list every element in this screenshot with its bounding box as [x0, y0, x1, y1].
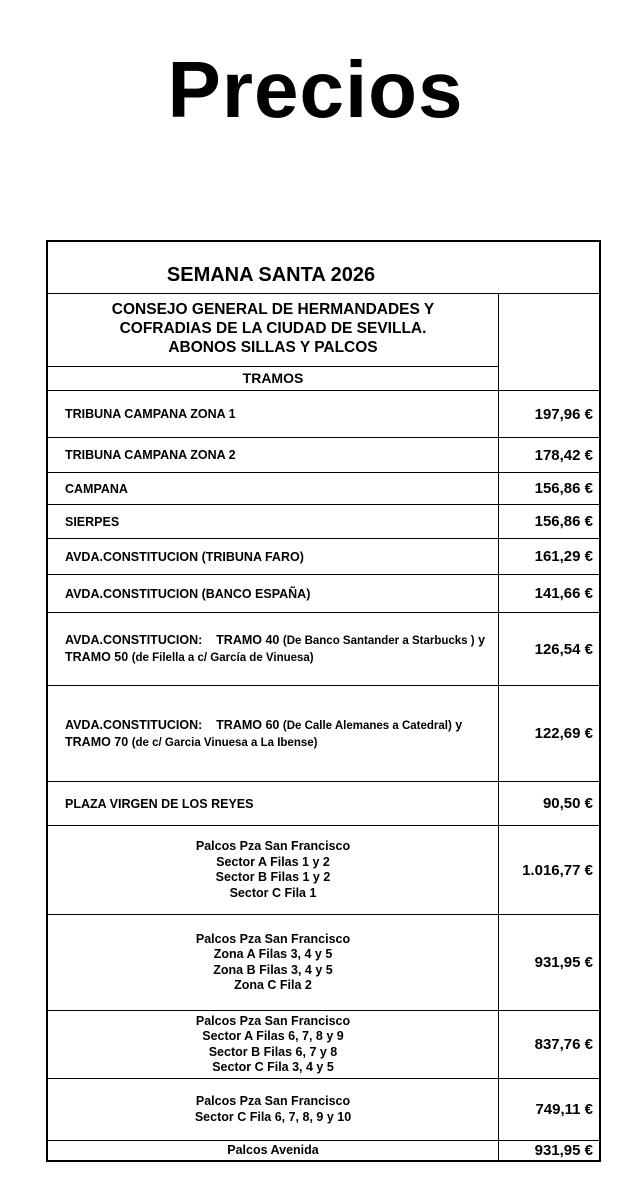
price-value: 90,50 € — [542, 795, 593, 812]
palco-name — [48, 1141, 499, 1160]
tramo-name: TRIBUNA CAMPANA ZONA 2 — [48, 438, 499, 472]
price-value: 931,95 € — [534, 954, 593, 971]
palco-name — [48, 1011, 499, 1078]
price-row — [48, 472, 599, 504]
price-value: 178,42 € — [534, 446, 593, 464]
palco-row — [48, 914, 599, 1010]
palco-line: Sector A Filas 6, 7, 8 y 9 — [202, 1029, 344, 1043]
org-line: COFRADIAS DE LA CIUDAD DE SEVILLA. — [119, 320, 427, 337]
tramo-label: TRAMO 40 — [216, 633, 280, 647]
palco-name — [48, 1079, 499, 1140]
palco-line: Zona B Filas 3, 4 y 5 — [213, 962, 333, 977]
tramo-name: TRIBUNA CAMPANA ZONA 1 — [48, 391, 499, 437]
price-value: 122,69 € — [534, 725, 593, 742]
palco-line: Sector C Fila 3, 4 y 5 — [212, 1060, 334, 1074]
palco-name — [48, 826, 499, 914]
price-value: 931,95 € — [534, 1142, 593, 1159]
tramo-prefix: AVDA.CONSTITUCION: — [65, 717, 203, 732]
price-value: 161,29 € — [534, 548, 593, 565]
price-row — [48, 685, 599, 781]
palco-name — [48, 915, 499, 1010]
palco-row — [48, 1010, 599, 1078]
palco-row — [48, 1140, 599, 1160]
price-value: 156,86 € — [534, 480, 593, 497]
palco-line: Palcos Pza San Francisco — [195, 1013, 351, 1028]
palco-line: Sector B Filas 1 y 2 — [215, 870, 331, 884]
price-table — [46, 240, 601, 1162]
tramo-label: TRAMO 50 — [65, 650, 129, 664]
tramo-label: TRAMO 70 — [65, 734, 129, 749]
palco-line: Palcos Pza San Francisco — [195, 1094, 351, 1108]
price-value: 749,11 € — [535, 1101, 593, 1118]
price-value: 126,54 € — [534, 640, 593, 658]
page-title: Precios — [167, 45, 464, 134]
tramo-join: y — [478, 633, 486, 647]
table-title: SEMANA SANTA 2026 — [166, 264, 376, 286]
organization-header — [48, 294, 499, 390]
price-row — [48, 504, 599, 538]
tramo-name: AVDA.CONSTITUCION (BANCO ESPAÑA) — [48, 575, 499, 612]
organization-name — [48, 300, 498, 357]
price-header-cell — [499, 294, 599, 390]
palco-line: Zona C Fila 2 — [234, 978, 312, 992]
tramo-join: y — [455, 717, 463, 732]
tramo-label: TRAMO 60 — [216, 717, 280, 732]
price-value: 1.016,77 € — [522, 861, 593, 879]
price-value: 156,86 € — [534, 513, 593, 530]
org-line: ABONOS SILLAS Y PALCOS — [168, 339, 378, 356]
price-row — [48, 390, 599, 437]
palco-line: Sector C Fila 1 — [229, 885, 317, 900]
tramo-description: (de c/ Garcia Vinuesa a La Ibense) — [131, 736, 318, 749]
tramo-description: (de Filella a c/ García de Vinuesa) — [131, 652, 314, 664]
price-value: 197,96 € — [534, 405, 593, 423]
tramo-name — [48, 613, 499, 685]
palco-line: Palcos Pza San Francisco — [195, 839, 351, 853]
price-row — [48, 538, 599, 574]
palco-line: Zona A Filas 3, 4 y 5 — [213, 947, 333, 961]
palco-row — [48, 825, 599, 914]
tramo-prefix: AVDA.CONSTITUCION: — [65, 633, 203, 647]
tramo-name: AVDA.CONSTITUCION (TRIBUNA FARO) — [48, 539, 499, 574]
tramo-name: PLAZA VIRGEN DE LOS REYES — [48, 782, 499, 825]
tramos-header: TRAMOS — [48, 366, 498, 390]
tramo-name: SIERPES — [48, 505, 499, 538]
price-value: 141,66 € — [534, 585, 593, 602]
price-value: 837,76 € — [534, 1036, 593, 1053]
tramo-description: (De Calle Alemanes a Catedral) — [282, 719, 452, 732]
tramo-name — [48, 686, 499, 781]
org-line: CONSEJO GENERAL DE HERMANDADES Y — [111, 301, 435, 318]
tramo-name: CAMPANA — [48, 473, 499, 504]
tramo-description: (De Banco Santander a Starbucks ) — [282, 635, 475, 647]
price-row — [48, 574, 599, 612]
table-title-row — [48, 242, 599, 294]
palco-line: Sector B Filas 6, 7 y 8 — [208, 1044, 338, 1059]
price-row — [48, 437, 599, 472]
palco-line: Sector C Fila 6, 7, 8, 9 y 10 — [194, 1109, 352, 1124]
price-row — [48, 612, 599, 685]
palco-line: Palcos Pza San Francisco — [195, 931, 351, 946]
palco-line: Palcos Avenida — [227, 1142, 319, 1157]
palco-line: Sector A Filas 1 y 2 — [216, 854, 330, 869]
palco-row — [48, 1078, 599, 1140]
price-row — [48, 781, 599, 825]
